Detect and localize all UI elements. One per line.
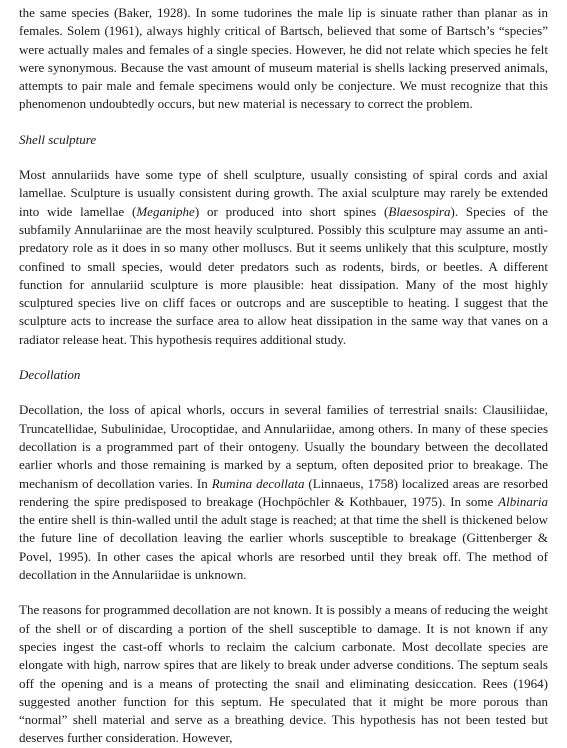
section-heading-decollation: Decollation — [19, 367, 81, 383]
paragraph-text: Most annulariids have some type of shell sculpture, usually consisting of spiral cords and axial lamellae. Sculpture is usually consistent during growth. The axial sculpture may rarely be extended into wide lamellae ( — [19, 167, 548, 219]
paragraph-text: ) or produced into short spines ( — [194, 203, 389, 219]
paragraph-decollation — [19, 401, 548, 584]
genus-name-italic: Meganiphe — [136, 203, 195, 219]
paragraph-shell-sculpture — [19, 166, 548, 349]
paragraph-male-female-lip: the same species (Baker, 1928). In some tudorines the male lip is sinuate rather than planar as in females. Solem (1961), always highly critical of Bartsch, believed that some of Bartsch’s “species” were actually males and females of a single species. However, he did not relate which species he felt were synonymous. Because the vast amount of museum material is shells lacking preserved animals, attempts to pair male and female specimens would only be conjecture. We must recognize that this phenomenon undoubtedly occurs, but new material is necessary to correct the problem. — [19, 5, 548, 112]
section-heading-shell-sculpture: Shell sculpture — [19, 131, 97, 147]
genus-name-italic: Albinaria — [498, 493, 548, 509]
paragraph-text: (Linnaeus, 1758) localized areas are resorbed rendering the spire predisposed to breakage (Hochpöchler & Kothbauer, 1975). In some — [19, 475, 548, 509]
paragraph-decollation-reasons: The reasons for programmed decollation are not known. It is possibly a means of reducing the weight of the shell or of discarding a portion of the shell susceptible to damage. It is not known if any species ingest the cast-off whorls to reclaim the calcium carbonate. Most decollate species are elongate with high, narrow spires that are likely to break under adverse conditions. The septum seals off the opening and is a means of protecting the snail and eliminating desiccation. Rees (1964) suggested another function for this septum. He speculated that it might be more porous than “normal” shell material and serve as a breathing device. This hypothesis has not been tested but deserves further consideration. However, — [19, 602, 548, 746]
paragraph-text: the entire shell is thin-walled until the adult stage is reached; at that time the shell is thickened below the future line of decollation leaving the earlier whorls susceptible to breakage (Gittenberger & Povel, 1995). In other cases the apical whorls are resorbed until they break off. The method of decollation in the Annulariidae is unknown. — [19, 512, 548, 583]
paragraph-text: Decollation, the loss of apical whorls, occurs in several families of terrestrial snails: Clausiliidae, Truncatellidae, Subulinidae, Urocoptidae, and Annulariidae, among others. In many of these species decollation is a programmed part of their ontogeny. Usually the boundary between the decollated earlier whorls and those remaining is marked by a septum, often deposited prior to breakage. The mechanism of decollation varies. In — [19, 402, 548, 491]
paragraph-text: ). Species of the subfamily Annulariinae are the most heavily sculptured. Possibly this sculpture may assume an anti-predatory role as it does in so many other molluscs. But it seems unlikely that this sculpture, mostly confined to small species, would deter predators such as rodents, birds, or beetles. A different function for annulariid sculpture is more plausible: heat dissipation. Many of the most highly sculptured species live on cliff faces or outcrops and are susceptible to heating. I suggest that the sculpture acts to increase the surface area to allow heat dissipation in the same way that vanes on a radiator release heat. This hypothesis requires additional study. — [19, 203, 548, 347]
genus-name-italic: Blaesospira — [388, 203, 451, 219]
species-name-italic: Rumina decollata — [211, 475, 305, 491]
